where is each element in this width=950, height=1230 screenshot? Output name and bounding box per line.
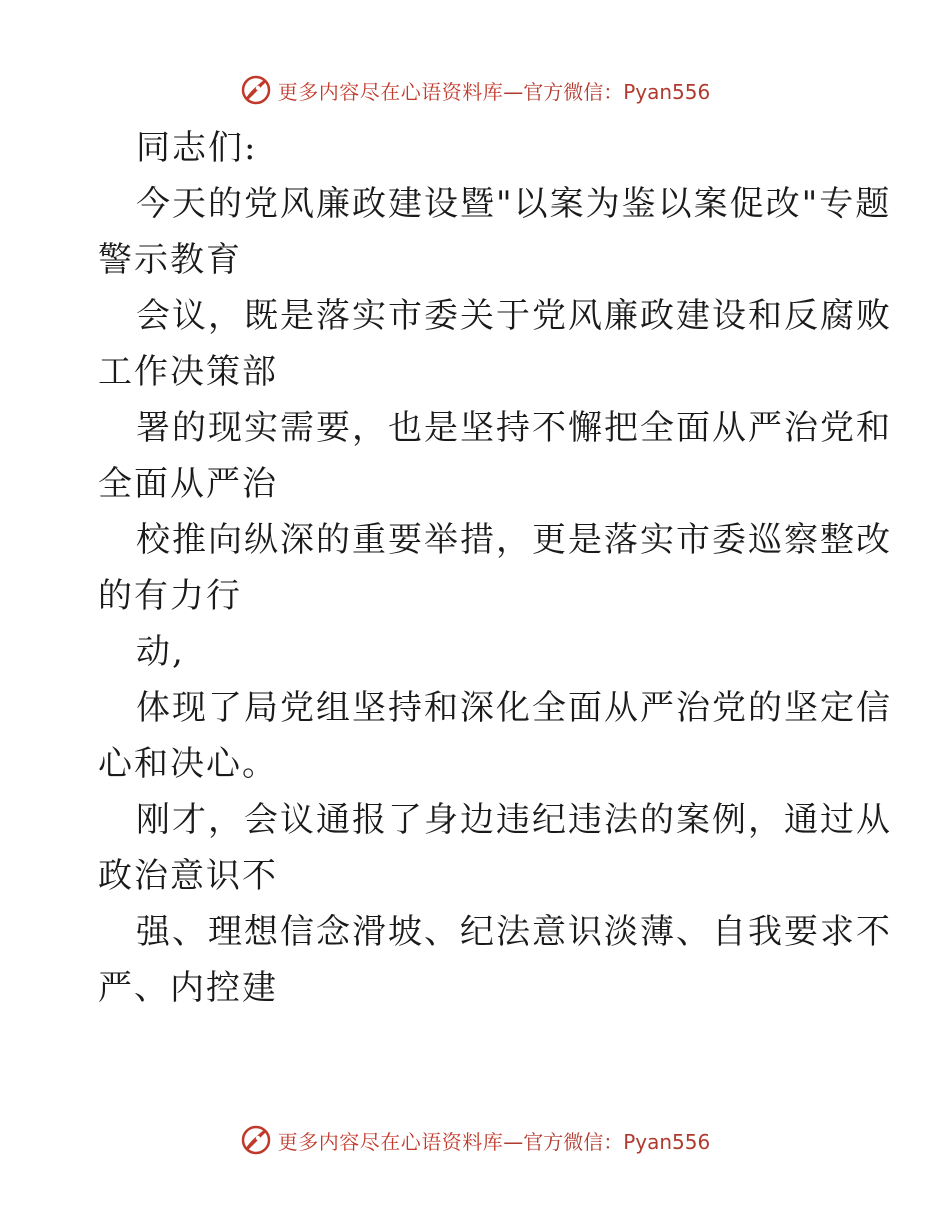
body-line: 全面从严治 <box>98 464 278 504</box>
footer-banner-text: 更多内容尽在心语资料库 <box>277 1129 504 1154</box>
body-line: 同志们: <box>136 128 258 168</box>
document-body <box>98 120 892 1016</box>
body-line: 心和决心。 <box>98 744 278 784</box>
body-line: 会议，既是落实市委关于党风廉政建设和反腐败 <box>136 296 892 336</box>
footer-banner-suffix: —官方微信：Pyan556 <box>503 1129 711 1154</box>
body-line: 动, <box>136 632 185 672</box>
header-banner-suffix: —官方微信：Pyan556 <box>503 79 711 104</box>
body-line: 政治意识不 <box>98 856 278 896</box>
pen-nib-logo-icon <box>240 74 272 106</box>
footer-banner <box>0 1120 950 1160</box>
body-line: 的有力行 <box>98 576 242 616</box>
pen-nib-logo-icon <box>240 1124 272 1156</box>
header-banner <box>0 70 950 110</box>
header-banner-text: 更多内容尽在心语资料库 <box>277 79 504 104</box>
body-line: 体现了局党组坚持和深化全面从严治党的坚定信 <box>136 688 892 728</box>
body-line: 警示教育 <box>98 240 242 280</box>
body-line: 强、理想信念滑坡、纪法意识淡薄、自我要求不 <box>136 912 892 952</box>
body-line: 今天的党风廉政建设暨"以案为鉴以案促改"专题 <box>136 184 892 224</box>
body-line: 严、内控建 <box>98 968 278 1008</box>
body-line: 署的现实需要，也是坚持不懈把全面从严治党和 <box>136 408 892 448</box>
body-line: 刚才，会议通报了身边违纪违法的案例，通过从 <box>136 800 892 840</box>
body-line: 工作决策部 <box>98 352 278 392</box>
body-line: 校推向纵深的重要举措，更是落实市委巡察整改 <box>136 520 892 560</box>
